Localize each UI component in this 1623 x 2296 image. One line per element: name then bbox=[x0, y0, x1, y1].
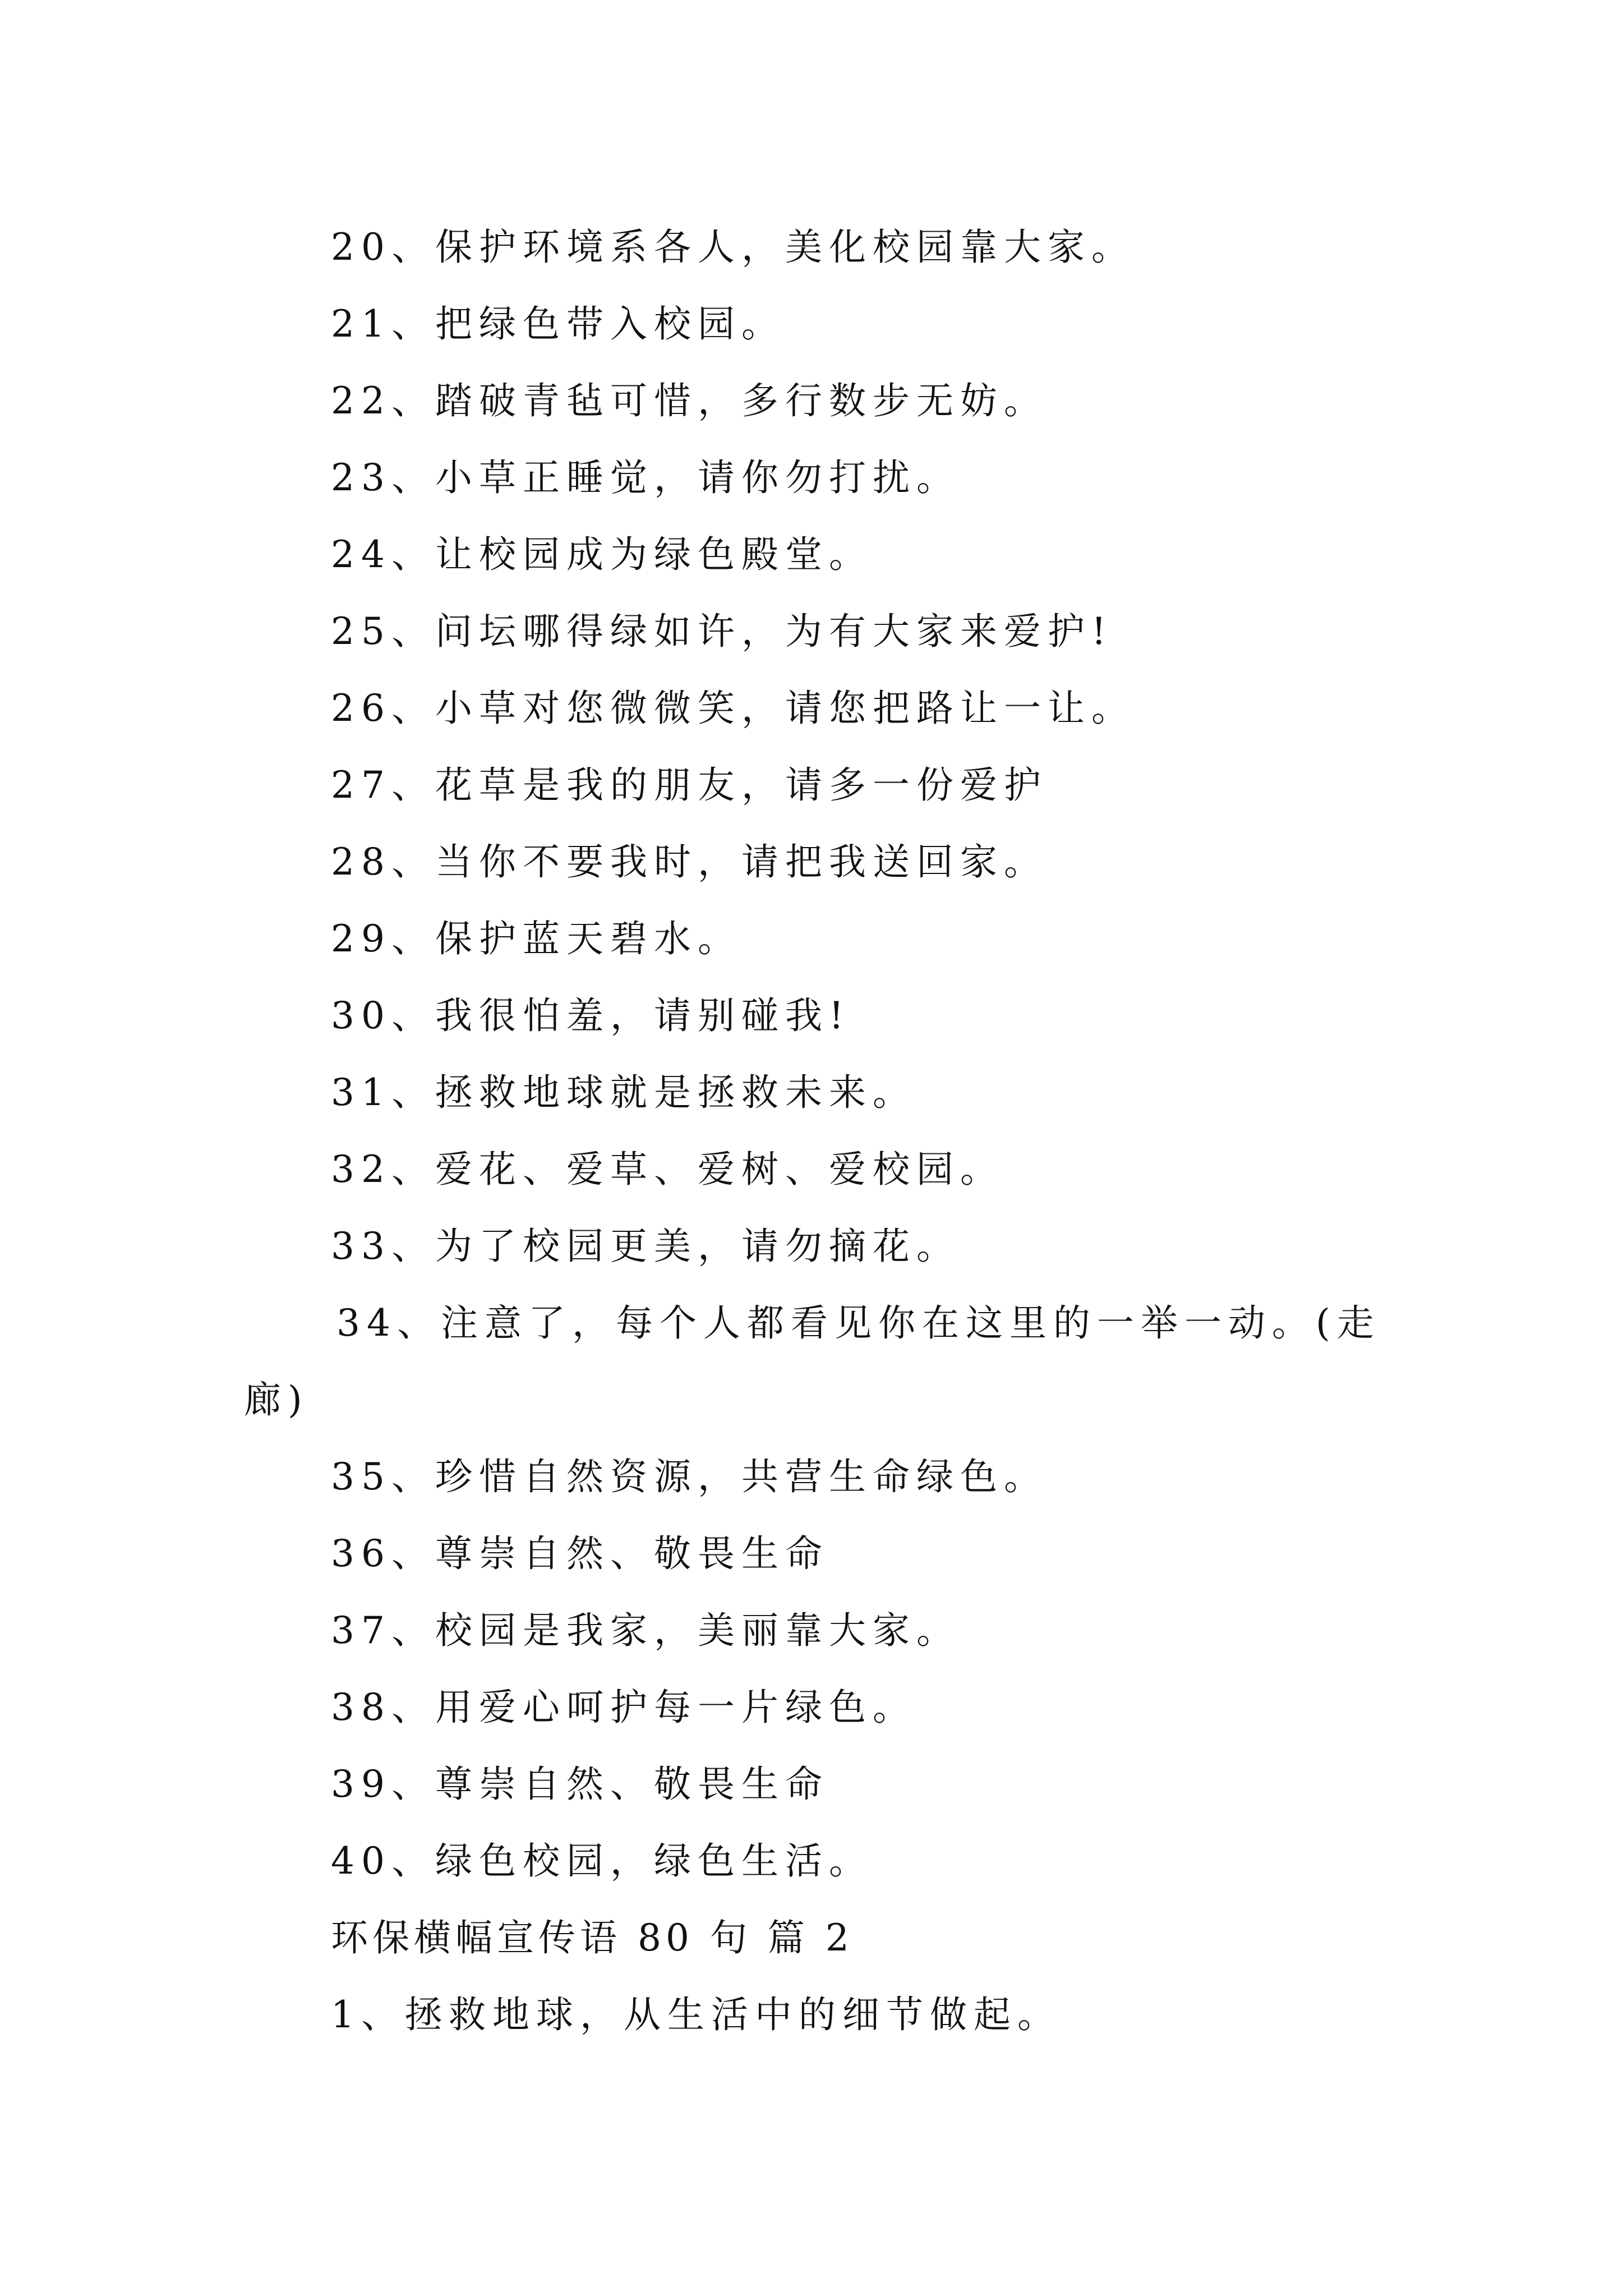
text-line: 33、为了校园更美，请勿摘花。 bbox=[331, 1225, 960, 1268]
text-line: 29、保护蓝天碧水。 bbox=[331, 917, 741, 960]
text-line: 30、我很怕羞，请别碰我! bbox=[331, 994, 851, 1037]
text-line: 28、当你不要我时，请把我送回家。 bbox=[331, 840, 1048, 884]
text-line: 23、小草正睡觉，请你勿打扰。 bbox=[331, 456, 960, 499]
text-line: 36、尊崇自然、敬畏生命 bbox=[331, 1532, 829, 1575]
text-line: 1、拯救地球，从生活中的细节做起。 bbox=[331, 1993, 1061, 2036]
text-line: 37、校园是我家，美丽靠大家。 bbox=[331, 1609, 960, 1652]
text-line: 21、把绿色带入校园。 bbox=[331, 302, 785, 346]
text-line: 20、保护环境系各人，美化校园靠大家。 bbox=[331, 226, 1135, 269]
text-line: 22、踏破青毡可惜，多行数步无妨。 bbox=[331, 379, 1048, 422]
text-line: 39、尊崇自然、敬畏生命 bbox=[331, 1763, 829, 1806]
text-line: 32、爱花、爱草、爱树、爱校园。 bbox=[331, 1148, 1004, 1191]
text-line: 27、花草是我的朋友，请多一份爱护 bbox=[331, 763, 1048, 807]
text-line: 25、问坛哪得绿如许，为有大家来爱护! bbox=[331, 610, 1113, 653]
text-line: 38、用爱心呵护每一片绿色。 bbox=[331, 1686, 916, 1729]
text-line: 26、小草对您微微笑，请您把路让一让。 bbox=[331, 687, 1135, 730]
document-body bbox=[0, 209, 1623, 2053]
text-line: 35、珍惜自然资源，共营生命绿色。 bbox=[331, 1455, 1048, 1498]
text-line: 31、拯救地球就是拯救未来。 bbox=[331, 1071, 916, 1114]
section-heading: 环保横幅宣传语 80 句 篇 2 bbox=[331, 1916, 854, 1959]
text-line-continuation: 廊) bbox=[244, 1378, 309, 1421]
text-line: 24、让校园成为绿色殿堂。 bbox=[331, 533, 873, 576]
text-line: 34、注意了，每个人都看见你在这里的一举一动。(走 bbox=[336, 1301, 1381, 1345]
text-line: 40、绿色校园，绿色生活。 bbox=[331, 1839, 873, 1883]
